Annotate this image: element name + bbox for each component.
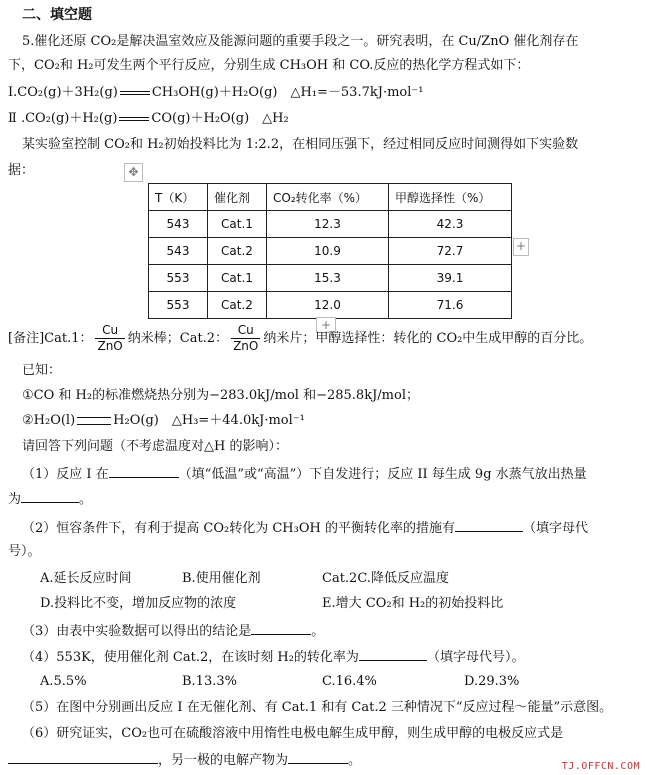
answer-blank[interactable]	[359, 647, 427, 661]
table-cell: 39.1	[389, 265, 512, 292]
table-cell: 72.7	[389, 238, 512, 265]
question-1-line2	[8, 489, 92, 509]
question-3	[22, 621, 324, 641]
fraction-numerator: Cu	[95, 323, 124, 339]
equation-1	[8, 84, 423, 102]
table-cell: Cat.2	[208, 292, 267, 319]
answer-blank[interactable]	[109, 464, 179, 478]
experiment-text-line2: 据：	[8, 163, 35, 178]
question-6-line2	[8, 750, 361, 770]
note-middle-2: 纳米片；甲醇选择性：转化的 CO₂中生成甲醇的百分比。	[263, 331, 593, 346]
fraction-denominator: ZnO	[97, 339, 123, 353]
q3-text-b: 。	[311, 624, 325, 639]
table-header-cell: 催化剂	[208, 184, 267, 211]
q1-text-a: （1）反应 I 在	[22, 467, 109, 482]
known-2-left: ②H₂O(l)	[22, 413, 76, 428]
table-cell: 543	[149, 238, 208, 265]
known-1: ①CO 和 H₂的标准燃烧热分别为−283.0kJ/mol 和−285.8kJ/mol；	[22, 388, 419, 403]
table-header-cell: T（K）	[149, 184, 208, 211]
experiment-text-line1: 某实验室控制 CO₂和 H₂初始投料比为 1:2.2，在相同压强下，经过相同反应时间测得如下实验数	[22, 137, 579, 152]
q4-option-c: C.16.4%	[322, 674, 377, 689]
data-table	[148, 183, 512, 319]
known-label: 已知：	[22, 363, 62, 378]
q1-text-d: 。	[79, 492, 93, 507]
q1-text-c: 为	[8, 492, 22, 507]
equation-2-reactants: Ⅱ .CO₂(g)＋H₂(g)	[8, 111, 118, 126]
table-row	[149, 238, 512, 265]
question-5: （5）在图中分别画出反应 I 在无催化剂、有 Cat.1 和有 Cat.2 三种情况下“反应过程～能量”示意图。	[22, 700, 613, 715]
q4-text-b: （填字母代号）。	[426, 650, 525, 665]
table-cell: 12.3	[267, 211, 389, 238]
table-cell: 553	[149, 292, 208, 319]
table-header-row	[149, 184, 512, 211]
fraction-numerator: Cu	[231, 323, 260, 339]
question-2-line1	[22, 518, 588, 538]
q2-option-a: A.延长反应时间	[40, 571, 132, 586]
q4-text-a: （4）553K，使用催化剂 Cat.2，在该时刻 H₂的转化率为	[22, 650, 359, 665]
table-cell: Cat.2	[208, 238, 267, 265]
table-cell: Cat.1	[208, 265, 267, 292]
equilibrium-arrow-icon	[119, 115, 149, 123]
question-4	[22, 647, 524, 667]
add-column-plus-icon[interactable]: +	[513, 238, 529, 256]
q2-option-b: B.使用催化剂	[182, 571, 261, 586]
fraction-denominator: ZnO	[233, 339, 259, 353]
known-2	[22, 412, 305, 430]
q2-option-c: Cat.2C.降低反应温度	[322, 571, 449, 586]
table-header-cell: 甲醇选择性（%）	[389, 184, 512, 211]
note-prefix: [备注]Cat.1：	[8, 331, 93, 346]
q4-option-b: B.13.3%	[182, 674, 237, 689]
equals-sign-icon	[77, 417, 111, 425]
table-row	[149, 292, 512, 319]
equation-1-products: CH₃OH(g)＋H₂O(g) △H₁=－53.7kJ·mol⁻¹	[151, 85, 424, 100]
equation-2	[8, 110, 289, 128]
equilibrium-arrow-icon	[120, 89, 150, 97]
table-cell: 553	[149, 265, 208, 292]
table-row	[149, 265, 512, 292]
question-2-line2: 号）。	[8, 544, 41, 559]
answer-blank[interactable]	[288, 750, 348, 764]
answer-blank[interactable]	[8, 750, 158, 764]
table-cell: 12.0	[267, 292, 389, 319]
table-cell: 10.9	[267, 238, 389, 265]
q2-option-d: D.投料比不变，增加反应物的浓度	[40, 596, 237, 611]
q6-text-b: ，另一极的电解产物为	[158, 753, 289, 768]
cu-zno-fraction-2	[231, 323, 260, 354]
q4-option-a: A.5.5%	[40, 674, 87, 689]
q3-text-a: （3）由表中实验数据可以得出的结论是	[22, 624, 252, 639]
q4-option-d: D.29.3%	[464, 674, 520, 689]
watermark-logo: TJ.OFFCN.COM	[561, 761, 640, 772]
answer-blank[interactable]	[455, 518, 523, 532]
table-row	[149, 211, 512, 238]
table-cell: 543	[149, 211, 208, 238]
answer-blank[interactable]	[251, 621, 311, 635]
question-1-line1	[22, 464, 587, 484]
table-cell: Cat.1	[208, 211, 267, 238]
q5-intro-line2: 下，CO₂和 H₂可发生两个平行反应，分别生成 CH₃OH 和 CO.反应的热化学方程式如下：	[8, 58, 530, 73]
q5-intro-line1: 5.催化还原 CO₂是解决温室效应及能源问题的重要手段之一。研究表明，在 Cu/ZnO 催化剂存在	[22, 34, 579, 49]
answer-blank[interactable]	[21, 489, 79, 503]
table-note	[8, 323, 592, 354]
move-cross-icon[interactable]: ✥	[124, 163, 143, 182]
question-6-line1: （6）研究证实，CO₂也可在硫酸溶液中用惰性电极电解生成甲醇，则生成甲醇的电极反应式是	[22, 726, 564, 741]
q2-text-b: （填字母代	[522, 521, 588, 536]
q1-text-b: （填“低温”或“高温”）下自发进行；反应 II 每生成 9g 水蒸气放出热量	[178, 467, 587, 482]
table-cell: 15.3	[267, 265, 389, 292]
table-cell: 42.3	[389, 211, 512, 238]
section-heading: 二、填空题	[22, 7, 92, 23]
table-header-cell: CO₂转化率（%）	[267, 184, 389, 211]
cu-zno-fraction-1	[95, 323, 124, 354]
q2-text-a: （2）恒容条件下，有利于提高 CO₂转化为 CH₃OH 的平衡转化率的措施有	[22, 521, 455, 536]
q6-text-c: 。	[348, 753, 362, 768]
equation-2-products: CO(g)＋H₂O(g) △H₂	[151, 111, 289, 126]
table-cell: 71.6	[389, 292, 512, 319]
equation-1-reactants: I.CO₂(g)＋3H₂(g)	[8, 85, 118, 100]
add-row-plus-icon[interactable]: +	[316, 317, 336, 333]
note-middle-1: 纳米棒；Cat.2：	[127, 331, 229, 346]
known-2-right: H₂O(g) △H₃=＋44.0kJ·mol⁻¹	[113, 413, 305, 428]
instruction: 请回答下列问题（不考虑温度对△H 的影响）：	[22, 439, 288, 454]
q2-option-e: E.增大 CO₂和 H₂的初始投料比	[322, 596, 504, 611]
